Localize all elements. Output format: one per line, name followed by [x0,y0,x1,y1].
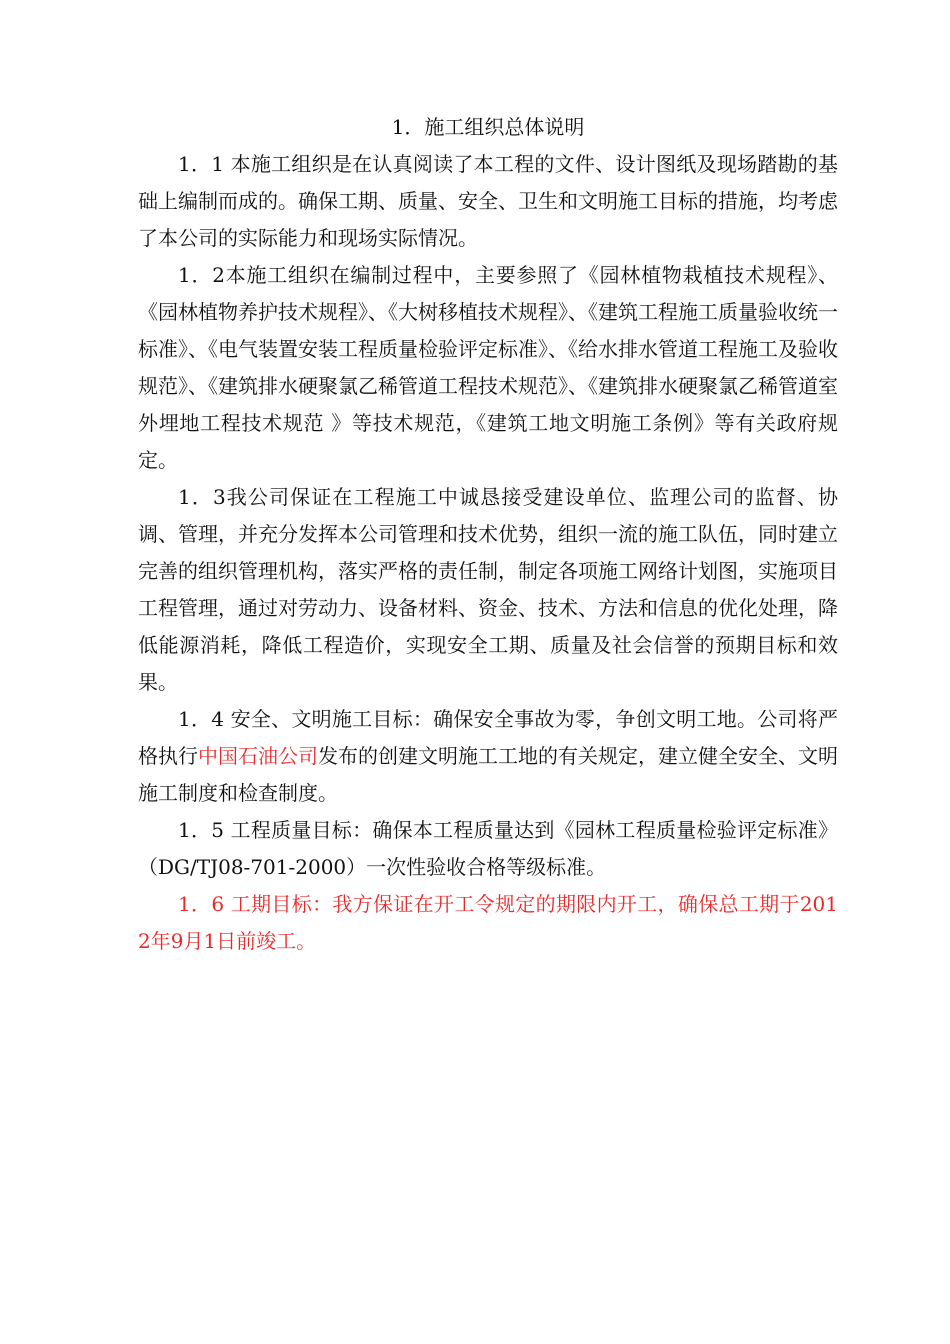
paragraph-1-3-text: 1．3我公司保证在工程施工中诚恳接受建设单位、监理公司的监督、协调、管理，并充分发挥本公司管理和技术优势，组织一流的施工队伍，同时建立完善的组织管理机构，落实严格的责任制，制定各项施工网络计划图，实施项目工程管理，通过对劳动力、设备材料、资金、技术、方法和信息的优化处理，降低能源消耗，降低工程造价，实现安全工期、质量及社会信誉的预期目标和效果。 [138,485,838,694]
paragraph-1-2 [138,257,838,479]
paragraph-1-5-text: 1．5 工程质量目标：确保本工程质量达到《园林工程质量检验评定标准》（DG/TJ08-701-2000）一次性验收合格等级标准。 [138,818,838,879]
paragraph-1-1-text: 1．1 本施工组织是在认真阅读了本工程的文件、设计图纸及现场踏勘的基础上编制而成的。确保工期、质量、安全、卫生和文明施工目标的措施，均考虑了本公司的实际能力和现场实际情况。 [138,152,838,250]
paragraph-1-4-text-start: 1．4 安全、文明施工目标：确保安全事故为零，争创文明工地。公司将严格执行 [138,707,838,768]
paragraph-1-2-text: 1．2本施工组织在编制过程中，主要参照了《园林植物栽植技术规程》、《园林植物养护技术规程》、《大树移植技术规程》、《建筑工程施工质量验收统一标准》、《电气装置安装工程质量检验评定标准》、《给水排水管道工程施工及验收规范》、《建筑排水硬聚氯乙稀管道工程技术规范》、《建筑排水硬聚氯乙稀管道室外埋地工程技术规范 》等技术规范，《建筑工地文明施工条例》等有关政府规定。 [138,263,838,472]
paragraph-1-4 [138,701,838,812]
document-page [138,108,838,960]
section-title: 1．施工组织总体说明 [391,115,585,139]
paragraph-1-4-text-end: 发布的创建文明施工工地的有关规定，建立健全安全、文明施工制度和检查制度。 [138,744,838,805]
company-name-highlight: 中国石油公司 [198,744,318,768]
paragraph-1-6-text: 1．6 工期目标：我方保证在开工令规定的期限内开工，确保总工期于2012年9月1日前竣工。 [138,892,838,953]
paragraph-1-3 [138,479,838,701]
paragraph-1-1 [138,146,838,257]
paragraph-1-6-schedule-goal [138,886,838,960]
paragraph-1-5 [138,812,838,886]
